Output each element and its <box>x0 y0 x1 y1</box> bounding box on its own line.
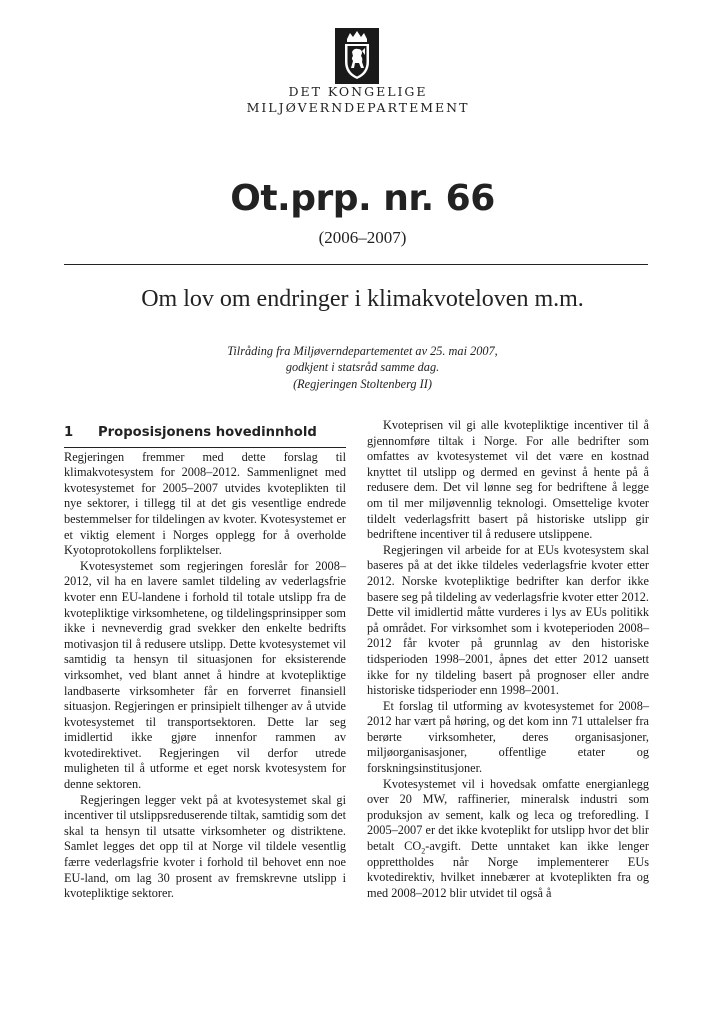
title-divider <box>64 264 648 265</box>
department-line-1: DET KONGELIGE <box>288 84 428 99</box>
document-title: Ot.prp. nr. 66 <box>230 178 495 219</box>
tilrading-line-1: Tilråding fra Miljøverndepartementet av 25. mai 2007, <box>227 344 498 358</box>
paragraph-text: Kvotesystemet vil i hovedsak omfatte energianlegg over 20 MW, raffinerier, mineralsk industri som produksjon av sement, kalk og leca og treforedling. I 2005–2007 er det ikke kvoteplikt for utslipp hvor det blir betalt CO <box>367 776 649 854</box>
subscript: 2 <box>421 846 426 856</box>
section-rule <box>64 447 346 448</box>
department-name <box>240 84 476 116</box>
tilrading-line-3: (Regjeringen Stoltenberg II) <box>293 376 432 391</box>
department-line-2: MILJØVERNDEPARTEMENT <box>246 100 470 115</box>
section-number: 1 <box>64 425 74 440</box>
section-heading <box>64 425 346 447</box>
section-title: Proposisjonens hovedinnhold <box>98 425 317 440</box>
document-year: (2006–2007) <box>318 228 407 247</box>
paragraph: Regjeringen vil arbeide for at EUs kvotesystem skal baseres på at det ikke tildeles vederlagsfrie kvoter etter 2012. Norske kvotepliktige bedrifter kan derfor ikke basere seg på tildeling av vederlagsfrie kvoter etter 2012. Dette vil imidlertid måtte vurderes i lys av EUs politikk på området. For virksomhet som i kvoteperioden 2008–2012 får kvoter på grunnlag av den historiske tidsperioden 1998–2001, åpnes det etter 2012 uansett ikke for ny tildeling basert på prognoser eller andre historiske tidsperioder enn 1998–2001. <box>367 542 649 698</box>
paragraph: Kvotesystemet som regjeringen foreslår for 2008–2012, vil ha en lavere samlet tildeling av vederlagsfrie kvoter enn EU-landene i forhold til totale utslipp fra de kvotepliktige virksomhetene, og tildelingsprinsipper som ikke i nevneverdig grad svekker den enkelte bedrifts motivasjon til å redusere utslipp. Dette kvotesystemet vil samtidig ta hensyn til situasjonen for eksisterende virksomhet, ved blant annet å hindre at kvotepliktige landbaserte virksomheter får en forverret finansiell situasjon. Regjeringen er prinsipielt tilhenger av å utvide kvotesystemet til transportsektoren. Dette lar seg imidlertid ikke gjøre innenfor rammen av kvotedirektivet. Regjeringen vil derfor utrede muligheten til å utforme et eget norsk kvotesystem for denne sektoren. <box>64 558 346 792</box>
paragraph: Et forslag til utforming av kvotesystemet for 2008–2012 har vært på høring, og det kom inn 71 uttalelser fra berørte virksomheter, deres organisasjoner, miljøorganisasjoner, offentlige etater og forskningsinstitusjoner. <box>367 698 649 776</box>
paragraph: Regjeringen legger vekt på at kvotesystemet skal gi incentiver til utslippsreduserende tiltak, samtidig som det skal ta hensyn til utsatte virksomheter og distriktene. Samlet legges det opp til at Norge vil tildele vesentlig færre vederlagsfrie kvoter i forhold til behovet enn noe EU-land, om lag 30 prosent av fremskrevne utslipp i kvotepliktige sektorer. <box>64 792 346 901</box>
document-subject: Om lov om endringer i klimakvoteloven m.m. <box>141 286 584 312</box>
right-column <box>367 418 649 901</box>
left-column <box>64 418 346 902</box>
paragraph <box>367 777 649 902</box>
tilrading-line-2: godkjent i statsråd samme dag. <box>285 360 440 375</box>
paragraph: Kvoteprisen vil gi alle kvotepliktige incentiver til å gjennomføre tiltak i Norge. For alle bedrifter som omfattes av kvotesystemet vil det være en kostnad knyttet til utslipp og dermed en gevinst å hente på å redusere dem. Det vil lønne seg for bedriftene å legge om til mer miljøvennlig teknologi. Omsettelige kvoter tildelt vederlagsfritt basert på historiske utslipp gir bedriftene incentiver til å redusere utslippene. <box>367 418 649 542</box>
paragraph: Regjeringen fremmer med dette forslag til klimakvotesystem for 2008–2012. Sammenlignet med kvotesystemet for 2005–2007 utvides kvoteplikten til nye sektorer, i tillegg til at det gis vesentlige endrede bestemmelser for tildelingen av kvoter. Kvotesystemet er et viktig element i Norges opplegg for å overholde Kyotoprotokollens forpliktelser. <box>64 449 346 558</box>
tilrading-block <box>150 343 575 392</box>
paragraph-text: -avgift. Dette unntaket kan ikke lenger opprettholdes når Norge implementerer EUs kvotedirektiv, hvilket innebærer at kvoteplikten fra og med 2008–2012 blir utvidet til også å <box>367 839 649 900</box>
royal-crest-icon <box>335 28 379 84</box>
